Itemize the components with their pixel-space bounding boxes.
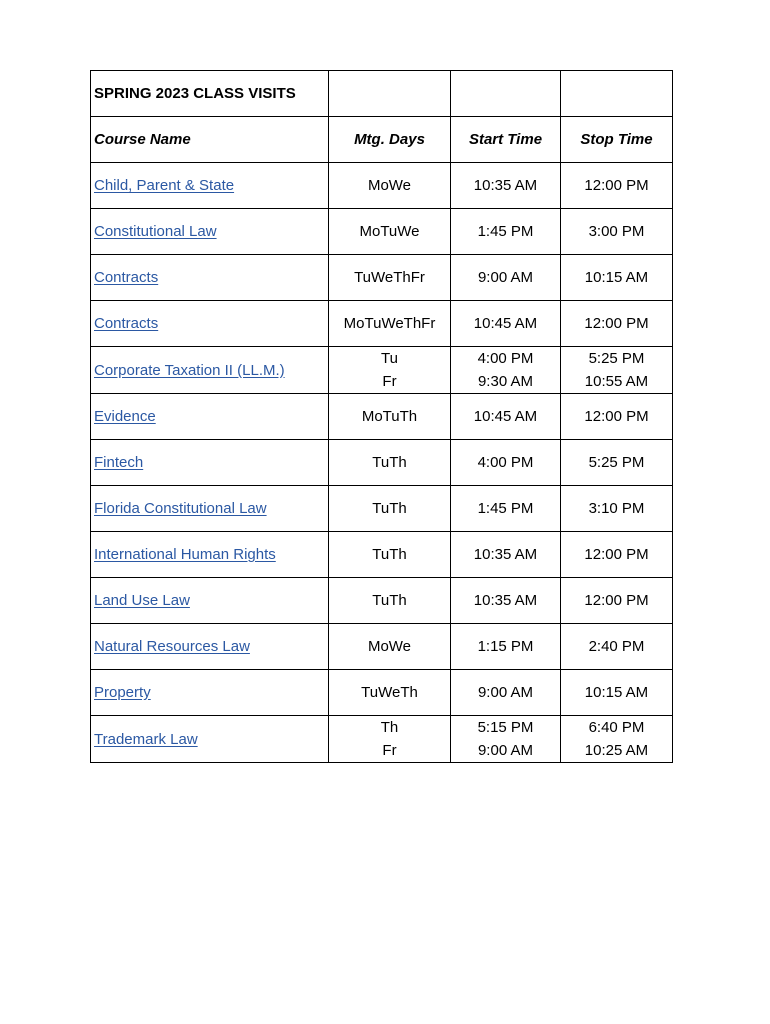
course-name-cell (91, 716, 329, 763)
course-name-cell (91, 624, 329, 670)
course-name-cell (91, 440, 329, 486)
course-name-cell (91, 670, 329, 716)
meeting-days-value: TuWeTh (361, 684, 418, 701)
stop-time-value: 12:00 PM (584, 592, 649, 609)
course-name-cell (91, 347, 329, 394)
start-time-value: 10:35 AM (473, 546, 538, 563)
start-time-value: 9:30 AM (477, 373, 534, 390)
start-time-cell (451, 209, 561, 255)
course-link[interactable]: Constitutional Law (94, 223, 217, 240)
stop-time-value: 12:00 PM (584, 546, 649, 563)
meeting-days-cell (329, 301, 451, 347)
table-row (91, 347, 673, 394)
start-time-cell (451, 301, 561, 347)
header-meeting-days: Mtg. Days (329, 117, 451, 163)
start-time-value: 4:00 PM (477, 454, 534, 471)
table-row (91, 394, 673, 440)
stop-time-cell (561, 347, 673, 394)
header-stop-time: Stop Time (561, 117, 673, 163)
empty-cell (329, 71, 451, 117)
meeting-days-value: MoTuWeThFr (343, 315, 436, 332)
meeting-days-value: MoWe (367, 177, 412, 194)
stop-time-cell (561, 394, 673, 440)
stop-time-cell (561, 163, 673, 209)
start-time-value: 1:45 PM (477, 500, 534, 517)
start-time-cell (451, 716, 561, 763)
course-name-cell (91, 301, 329, 347)
class-visits-table (90, 70, 673, 763)
meeting-days-value: TuTh (372, 500, 407, 517)
course-name-cell (91, 163, 329, 209)
stop-time-value: 10:15 AM (584, 269, 649, 286)
empty-cell (561, 71, 673, 117)
meeting-days-cell (329, 716, 451, 763)
stop-time-cell (561, 670, 673, 716)
course-link[interactable]: International Human Rights (94, 546, 276, 563)
course-name-cell (91, 255, 329, 301)
start-time-value: 10:35 AM (473, 177, 538, 194)
start-time-cell (451, 440, 561, 486)
meeting-days-cell (329, 532, 451, 578)
stop-time-value: 12:00 PM (584, 177, 649, 194)
course-link[interactable]: Child, Parent & State (94, 177, 235, 194)
course-link[interactable]: Property (94, 684, 151, 701)
course-link[interactable]: Fintech (94, 454, 144, 471)
stop-time-value: 2:40 PM (588, 638, 645, 655)
stop-time-cell (561, 532, 673, 578)
meeting-days-cell (329, 578, 451, 624)
table-row (91, 301, 673, 347)
start-time-value: 5:15 PM (477, 719, 534, 736)
stop-time-cell (561, 624, 673, 670)
meeting-days-cell (329, 347, 451, 394)
stop-time-value: 12:00 PM (584, 408, 649, 425)
table-row (91, 163, 673, 209)
meeting-days-value: MoTuTh (361, 408, 418, 425)
meeting-days-value: TuTh (372, 454, 407, 471)
meeting-days-value: Fr (382, 373, 397, 390)
start-time-value: 10:35 AM (473, 592, 538, 609)
start-time-value: 4:00 PM (477, 350, 534, 367)
course-link[interactable]: Land Use Law (94, 592, 190, 609)
stop-time-cell (561, 578, 673, 624)
stop-time-cell (561, 209, 673, 255)
table-row (91, 716, 673, 763)
meeting-days-cell (329, 440, 451, 486)
meeting-days-value: TuTh (372, 592, 407, 609)
title-row (91, 71, 673, 117)
header-start-time: Start Time (451, 117, 561, 163)
meeting-days-value: TuWeThFr (354, 269, 425, 286)
table-row (91, 440, 673, 486)
start-time-cell (451, 255, 561, 301)
start-time-value: 9:00 AM (477, 742, 534, 759)
meeting-days-cell (329, 670, 451, 716)
meeting-days-cell (329, 209, 451, 255)
meeting-days-cell (329, 486, 451, 532)
start-time-value: 10:45 AM (473, 408, 538, 425)
start-time-cell (451, 394, 561, 440)
meeting-days-cell (329, 163, 451, 209)
stop-time-value: 6:40 PM (588, 719, 645, 736)
stop-time-value: 3:10 PM (588, 500, 645, 517)
stop-time-value: 5:25 PM (588, 350, 645, 367)
meeting-days-value: Tu (381, 350, 398, 367)
course-name-cell (91, 394, 329, 440)
course-link[interactable]: Natural Resources Law (94, 638, 250, 655)
start-time-cell (451, 624, 561, 670)
course-link[interactable]: Trademark Law (94, 730, 198, 748)
stop-time-value: 10:25 AM (584, 742, 649, 759)
course-name-cell (91, 209, 329, 255)
stop-time-cell (561, 301, 673, 347)
course-link[interactable]: Contracts (94, 269, 159, 286)
start-time-cell (451, 163, 561, 209)
start-time-value: 9:00 AM (477, 269, 534, 286)
start-time-cell (451, 578, 561, 624)
start-time-cell (451, 670, 561, 716)
start-time-value: 10:45 AM (473, 315, 538, 332)
stop-time-cell (561, 440, 673, 486)
table-row (91, 624, 673, 670)
start-time-value: 1:15 PM (477, 638, 534, 655)
start-time-value: 1:45 PM (477, 223, 534, 240)
stop-time-value: 5:25 PM (588, 454, 645, 471)
stop-time-cell (561, 486, 673, 532)
course-name-cell (91, 532, 329, 578)
table-row (91, 670, 673, 716)
stop-time-value: 10:55 AM (584, 373, 649, 390)
start-time-cell (451, 486, 561, 532)
meeting-days-value: Th (380, 719, 399, 736)
stop-time-cell (561, 255, 673, 301)
meeting-days-value: MoWe (367, 638, 412, 655)
stop-time-value: 3:00 PM (588, 223, 645, 240)
empty-cell (451, 71, 561, 117)
table-row (91, 209, 673, 255)
stop-time-value: 10:15 AM (584, 684, 649, 701)
table-row (91, 255, 673, 301)
meeting-days-value: TuTh (372, 546, 407, 563)
header-course-name: Course Name (91, 117, 329, 163)
course-link[interactable]: Contracts (94, 315, 159, 332)
table-row (91, 532, 673, 578)
meeting-days-cell (329, 624, 451, 670)
course-link[interactable]: Evidence (94, 408, 156, 425)
course-link[interactable]: Corporate Taxation II (LL.M.) (94, 361, 285, 379)
header-row (91, 117, 673, 163)
stop-time-cell (561, 716, 673, 763)
meeting-days-value: MoTuWe (359, 223, 420, 240)
table-row (91, 486, 673, 532)
start-time-value: 9:00 AM (477, 684, 534, 701)
start-time-cell (451, 532, 561, 578)
start-time-cell (451, 347, 561, 394)
table-row (91, 578, 673, 624)
table-title: SPRING 2023 CLASS VISITS (91, 71, 329, 117)
course-link[interactable]: Florida Constitutional Law (94, 500, 267, 517)
stop-time-value: 12:00 PM (584, 315, 649, 332)
course-name-cell (91, 486, 329, 532)
course-name-cell (91, 578, 329, 624)
meeting-days-value: Fr (382, 742, 397, 759)
meeting-days-cell (329, 394, 451, 440)
meeting-days-cell (329, 255, 451, 301)
